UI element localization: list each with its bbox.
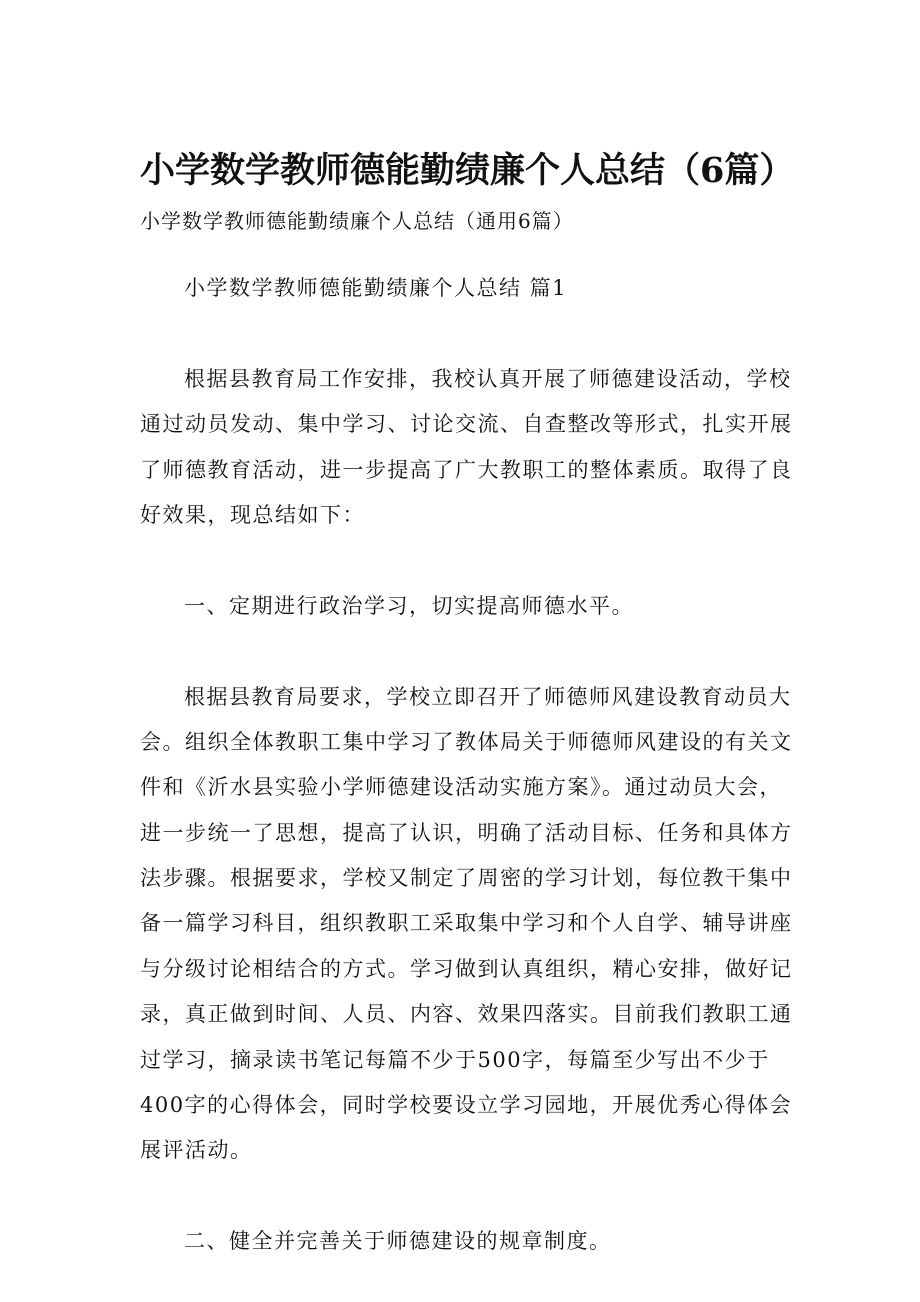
paragraph-2-line: 过学习，摘录读书笔记每篇不少于500字，每篇至少写出不少于 [140,1047,770,1072]
paragraph-2-line: 展评活动。 [140,1138,253,1163]
spacer [140,311,780,356]
document-subtitle: 小学数学教师德能勤绩廉个人总结（通用6篇） [140,209,574,233]
paragraph-2-line: 录，真正做到时间、人员、内容、效果四落实。目前我们教职工通 [140,1002,793,1027]
paragraph-2-line: 400字的心得体会，同时学校要设立学习园地，开展优秀心得体会 [140,1093,793,1118]
paragraph-2-line: 法步骤。根据要求，学校又制定了周密的学习计划，每位教干集中 [140,866,793,891]
section-heading: 小学数学教师德能勤绩廉个人总结 篇1 [184,276,568,300]
spacer [140,538,780,583]
spacer [140,1174,780,1219]
paragraph-1-line: 根据县教育局工作安排，我校认真开展了师德建设活动，学校 [184,366,792,391]
document-body [140,266,793,1265]
paragraph-2-line: 备一篇学习科目，组织教职工采取集中学习和个人自学、辅导讲座 [140,911,793,936]
point-1-heading: 一、定期进行政治学习，切实提高师德水平。 [184,593,634,618]
point-2-heading: 二、健全并完善关于师德建设的规章制度。 [184,1229,612,1254]
document-title: 小学数学教师德能勤绩廉个人总结（6篇） [140,150,795,191]
paragraph-1-line: 通过动员发动、集中学习、讨论交流、自查整改等形式，扎实开展 [140,412,793,437]
spacer [140,629,780,674]
paragraph-2-line: 件和《沂水县实验小学师德建设活动实施方案》。通过动员大会， [140,775,782,800]
paragraph-2-line: 与分级讨论相结合的方式。学习做到认真组织，精心安排，做好记 [140,956,793,981]
paragraph-2-line: 进一步统一了思想，提高了认识，明确了活动目标、任务和具体方 [140,820,793,845]
paragraph-1-line: 了师德教育活动，进一步提高了广大教职工的整体素质。取得了良 [140,457,793,482]
paragraph-2-line: 会。组织全体教职工集中学习了教体局关于师德师风建设的有关文 [140,729,793,754]
paragraph-1-line: 好效果，现总结如下： [140,502,365,527]
paragraph-2-line: 根据县教育局要求，学校立即召开了师德师风建设教育动员大 [184,684,792,709]
